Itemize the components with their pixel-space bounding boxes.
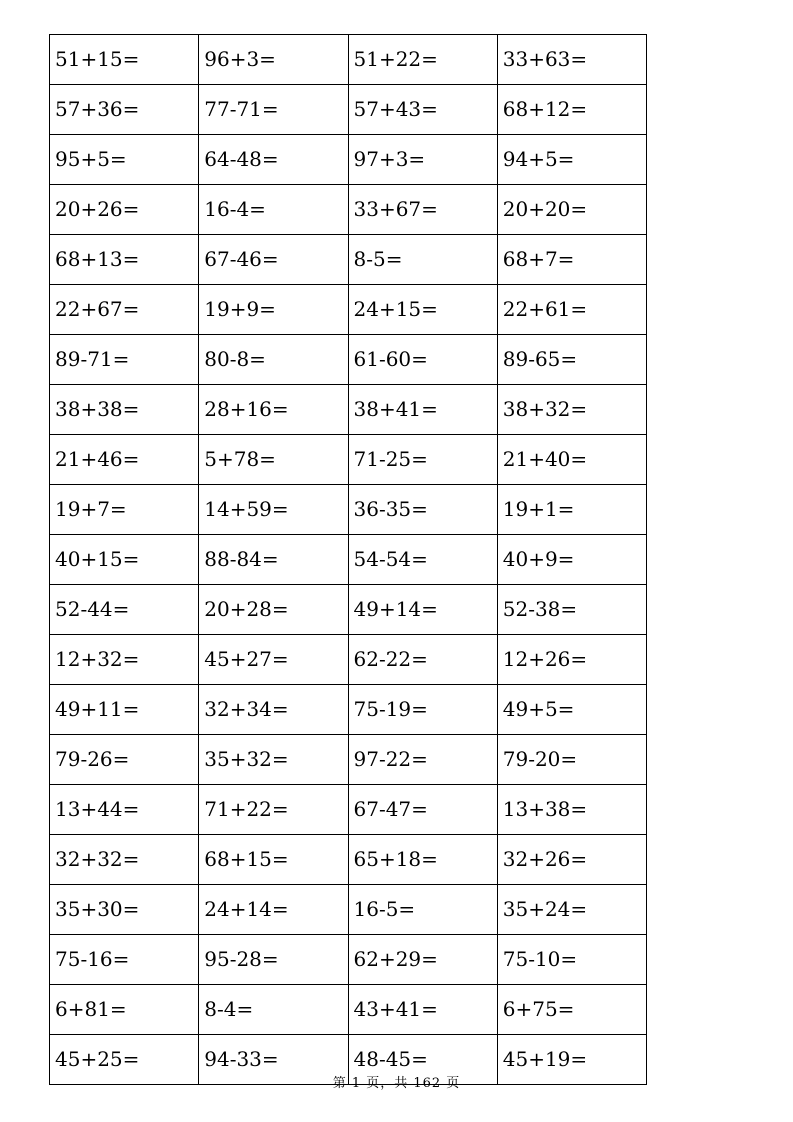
problem-cell: 89-65= xyxy=(497,335,646,385)
problem-cell: 75-16= xyxy=(50,935,199,985)
problem-cell: 57+36= xyxy=(50,85,199,135)
problem-cell: 79-26= xyxy=(50,735,199,785)
problem-cell: 13+44= xyxy=(50,785,199,835)
problem-cell: 36-35= xyxy=(348,485,497,535)
problem-cell: 95+5= xyxy=(50,135,199,185)
problem-cell: 8-4= xyxy=(199,985,348,1035)
problem-cell: 35+24= xyxy=(497,885,646,935)
problem-cell: 45+27= xyxy=(199,635,348,685)
problem-cell: 21+40= xyxy=(497,435,646,485)
problem-cell: 54-54= xyxy=(348,535,497,585)
problem-cell: 80-8= xyxy=(199,335,348,385)
problem-cell: 40+15= xyxy=(50,535,199,585)
problem-cell: 16-4= xyxy=(199,185,348,235)
problem-cell: 97+3= xyxy=(348,135,497,185)
problem-cell: 38+41= xyxy=(348,385,497,435)
problem-cell: 51+22= xyxy=(348,35,497,85)
problem-cell: 20+26= xyxy=(50,185,199,235)
problem-cell: 68+13= xyxy=(50,235,199,285)
table-row xyxy=(50,785,647,835)
table-row xyxy=(50,485,647,535)
problem-cell: 68+15= xyxy=(199,835,348,885)
problem-cell: 61-60= xyxy=(348,335,497,385)
problem-cell: 35+32= xyxy=(199,735,348,785)
problem-cell: 32+26= xyxy=(497,835,646,885)
problem-cell: 19+7= xyxy=(50,485,199,535)
problem-cell: 48-45= xyxy=(348,1035,497,1085)
problem-cell: 57+43= xyxy=(348,85,497,135)
problem-cell: 5+78= xyxy=(199,435,348,485)
problem-cell: 71-25= xyxy=(348,435,497,485)
problem-cell: 62-22= xyxy=(348,635,497,685)
problem-cell: 38+32= xyxy=(497,385,646,435)
problem-cell: 33+63= xyxy=(497,35,646,85)
problem-cell: 45+25= xyxy=(50,1035,199,1085)
problem-cell: 49+5= xyxy=(497,685,646,735)
problem-cell: 96+3= xyxy=(199,35,348,85)
problem-cell: 32+32= xyxy=(50,835,199,885)
problem-cell: 12+32= xyxy=(50,635,199,685)
problem-cell: 19+9= xyxy=(199,285,348,335)
problem-cell: 62+29= xyxy=(348,935,497,985)
table-row xyxy=(50,835,647,885)
problem-cell: 52-38= xyxy=(497,585,646,635)
problem-cell: 77-71= xyxy=(199,85,348,135)
problem-cell: 75-19= xyxy=(348,685,497,735)
table-row xyxy=(50,885,647,935)
problem-cell: 68+12= xyxy=(497,85,646,135)
problem-cell: 67-47= xyxy=(348,785,497,835)
problem-cell: 20+28= xyxy=(199,585,348,635)
problem-cell: 88-84= xyxy=(199,535,348,585)
table-row xyxy=(50,585,647,635)
problem-cell: 65+18= xyxy=(348,835,497,885)
problem-cell: 71+22= xyxy=(199,785,348,835)
problem-cell: 43+41= xyxy=(348,985,497,1035)
table-row xyxy=(50,135,647,185)
problem-cell: 97-22= xyxy=(348,735,497,785)
table-row xyxy=(50,385,647,435)
problem-cell: 49+14= xyxy=(348,585,497,635)
page-footer: 第 1 页，共 162 页 xyxy=(332,1076,461,1091)
problem-cell: 35+30= xyxy=(50,885,199,935)
table-row xyxy=(50,935,647,985)
problem-cell: 45+19= xyxy=(497,1035,646,1085)
table-row xyxy=(50,335,647,385)
table-row xyxy=(50,85,647,135)
table-row xyxy=(50,435,647,485)
problem-cell: 49+11= xyxy=(50,685,199,735)
arithmetic-worksheet-table xyxy=(49,34,647,1085)
problem-cell: 51+15= xyxy=(50,35,199,85)
table-row xyxy=(50,285,647,335)
problem-cell: 6+75= xyxy=(497,985,646,1035)
problem-cell: 94+5= xyxy=(497,135,646,185)
table-row xyxy=(50,235,647,285)
problem-cell: 28+16= xyxy=(199,385,348,435)
problem-cell: 89-71= xyxy=(50,335,199,385)
problem-cell: 64-48= xyxy=(199,135,348,185)
problem-cell: 75-10= xyxy=(497,935,646,985)
problem-cell: 16-5= xyxy=(348,885,497,935)
problem-cell: 95-28= xyxy=(199,935,348,985)
problem-cell: 94-33= xyxy=(199,1035,348,1085)
problem-cell: 67-46= xyxy=(199,235,348,285)
problem-cell: 6+81= xyxy=(50,985,199,1035)
problem-cell: 38+38= xyxy=(50,385,199,435)
problem-cell: 79-20= xyxy=(497,735,646,785)
table-row xyxy=(50,685,647,735)
problem-cell: 19+1= xyxy=(497,485,646,535)
problem-cell: 24+14= xyxy=(199,885,348,935)
table-row xyxy=(50,635,647,685)
problem-cell: 13+38= xyxy=(497,785,646,835)
problem-cell: 22+61= xyxy=(497,285,646,335)
table-row xyxy=(50,185,647,235)
table-row xyxy=(50,735,647,785)
problem-cell: 24+15= xyxy=(348,285,497,335)
problem-cell: 52-44= xyxy=(50,585,199,635)
problem-cell: 68+7= xyxy=(497,235,646,285)
problem-cell: 40+9= xyxy=(497,535,646,585)
problem-cell: 20+20= xyxy=(497,185,646,235)
problem-cell: 12+26= xyxy=(497,635,646,685)
table-row xyxy=(50,535,647,585)
problem-cell: 14+59= xyxy=(199,485,348,535)
problem-cell: 8-5= xyxy=(348,235,497,285)
problem-cell: 22+67= xyxy=(50,285,199,335)
table-row xyxy=(50,35,647,85)
problem-cell: 32+34= xyxy=(199,685,348,735)
worksheet-body xyxy=(50,35,647,1085)
problem-cell: 33+67= xyxy=(348,185,497,235)
problem-cell: 21+46= xyxy=(50,435,199,485)
table-row xyxy=(50,985,647,1035)
